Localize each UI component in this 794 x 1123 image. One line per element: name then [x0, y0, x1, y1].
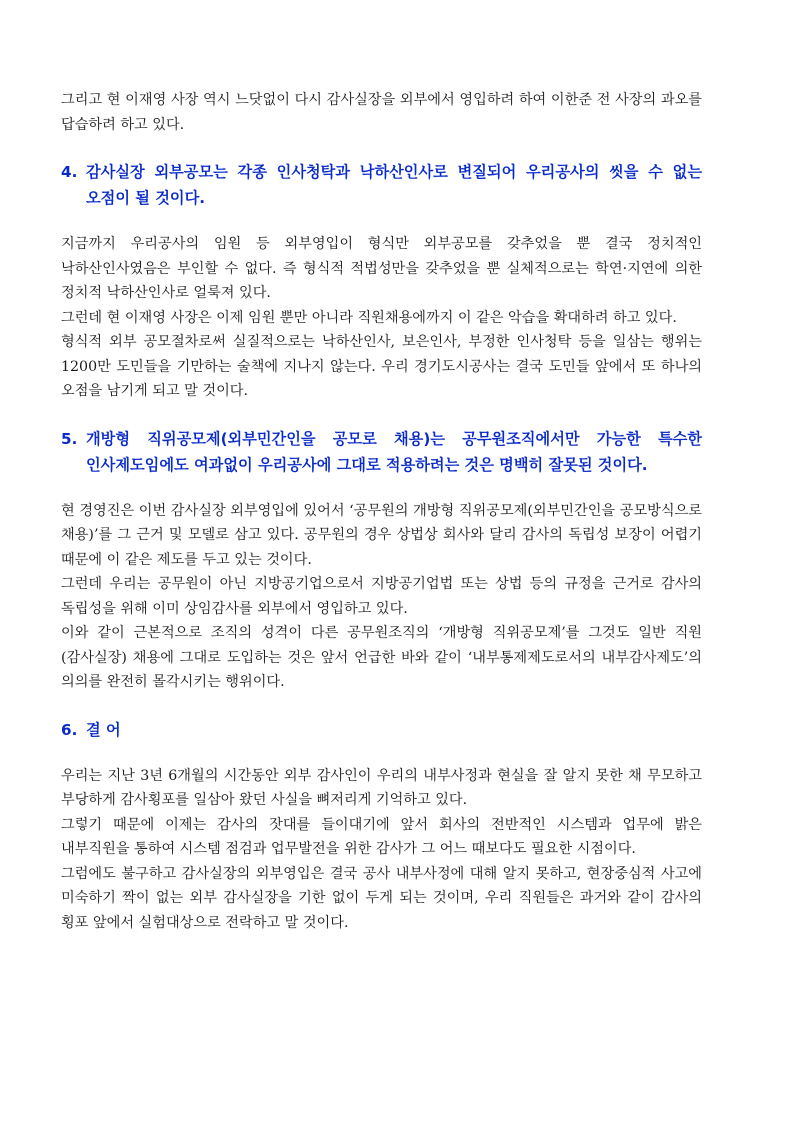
- section-6-title: 결 어: [86, 720, 121, 739]
- intro-paragraph: 그리고 현 이재영 사장 역시 느닷없이 다시 감사실장을 외부에서 영입하려 하여 이한준 전 사장의 과오를 답습하려 하고 있다.: [61, 92, 702, 133]
- section-6-paragraph-1: 우리는 지난 3년 6개월의 시간동안 외부 감사인이 우리의 내부사정과 현실을 잘 알지 못한 채 무모하고 부당하게 감사횡포를 일삼아 왔던 사실을 뼈저리게 기억하고 있다.: [61, 767, 702, 808]
- section-4-paragraph-1: 지금까지 우리공사의 임원 등 외부영입이 형식만 외부공모를 갖추었을 뿐 결국 정치적인 낙하산인사였음은 부인할 수 없다. 즉 형식적 적법성만을 갖추었을 뿐 실체적으로는 학연·지연에 의한 정치적 낙하산인사로 얼룩져 있다.: [61, 236, 702, 301]
- section-4-paragraph-3: 형식적 외부 공모절차로써 실질적으로는 낙하산인사, 보은인사, 부정한 인사청탁 등을 일삼는 행위는 1200만 도민들을 기만하는 술책에 지나지 않는다. 우리 경기도시공사는 결국 도민들 앞에서 또 하나의 오점을 남기게 되고 말 것이다.: [61, 334, 702, 399]
- section-6-heading: [61, 717, 702, 743]
- section-5-paragraph-3: 이와 같이 근본적으로 조직의 성격이 다른 공무원조직의 ‘개방형 직위공모제’를 그것도 일반 직원(감사실장) 채용에 그대로 도입하는 것은 앞서 언급한 바와 같이 ‘내부통제제도로서의 내부감사제도’의 의의를 완전히 몰각시키는 행위이다.: [61, 625, 702, 690]
- section-5-number: 5.: [61, 429, 78, 448]
- section-4-paragraph-2: 그런데 현 이재영 사장은 이제 임원 뿐만 아니라 직원채용에까지 이 같은 악습을 확대하려 하고 있다.: [61, 309, 677, 326]
- section-6-paragraph-2: 그렇기 때문에 이제는 감사의 잣대를 들이대기에 앞서 회사의 전반적인 시스템과 업무에 밝은 내부직원을 통하여 시스템 점검과 업무발전을 위한 감사가 그 어느 때보다도 필요한 시점이다.: [61, 816, 702, 857]
- section-4-number: 4.: [61, 163, 78, 181]
- section-4-title: 감사실장 외부공모는 각종 인사청탁과 낙하산인사로 변질되어 우리공사의 씻을 수 없는 오점이 될 것이다.: [86, 163, 702, 207]
- section-5-title: 개방형 직위공모제(외부민간인을 공모로 채용)는 공무원조직에서만 가능한 특수한 인사제도임에도 여과없이 우리공사에 그대로 적용하려는 것은 명백히 잘못된 것이다.: [86, 429, 702, 474]
- section-5-heading: [61, 426, 702, 478]
- section-6-paragraph-3: 그럼에도 불구하고 감사실장의 외부영입은 결국 공사 내부사정에 대해 알지 못하고, 현장중심적 사고에 미숙하기 짝이 없는 외부 감사실장을 기한 없이 두게 되는 것이며, 우리 직원들은 과거와 같이 감사의 횡포 앞에서 실험대상으로 전락하고 말 것이다.: [61, 865, 702, 931]
- section-5-paragraph-1: 현 경영진은 이번 감사실장 외부영입에 있어서 ‘공무원의 개방형 직위공모제(외부민간인을 공모방식으로 채용)’를 그 근거 및 모델로 삼고 있다. 공무원의 경우 상법상 회사와 달리 감사의 독립성 보장이 어렵기 때문에 이 같은 제도를 두고 있는 것이다.: [61, 502, 702, 568]
- section-5-paragraph-2: 그런데 우리는 공무원이 아닌 지방공기업으로서 지방공기업법 또는 상법 등의 규정을 근거로 감사의 독립성을 위해 이미 상임감사를 외부에서 영입하고 있다.: [61, 576, 702, 617]
- section-6-number: 6.: [61, 720, 78, 739]
- section-4-heading: [61, 159, 702, 211]
